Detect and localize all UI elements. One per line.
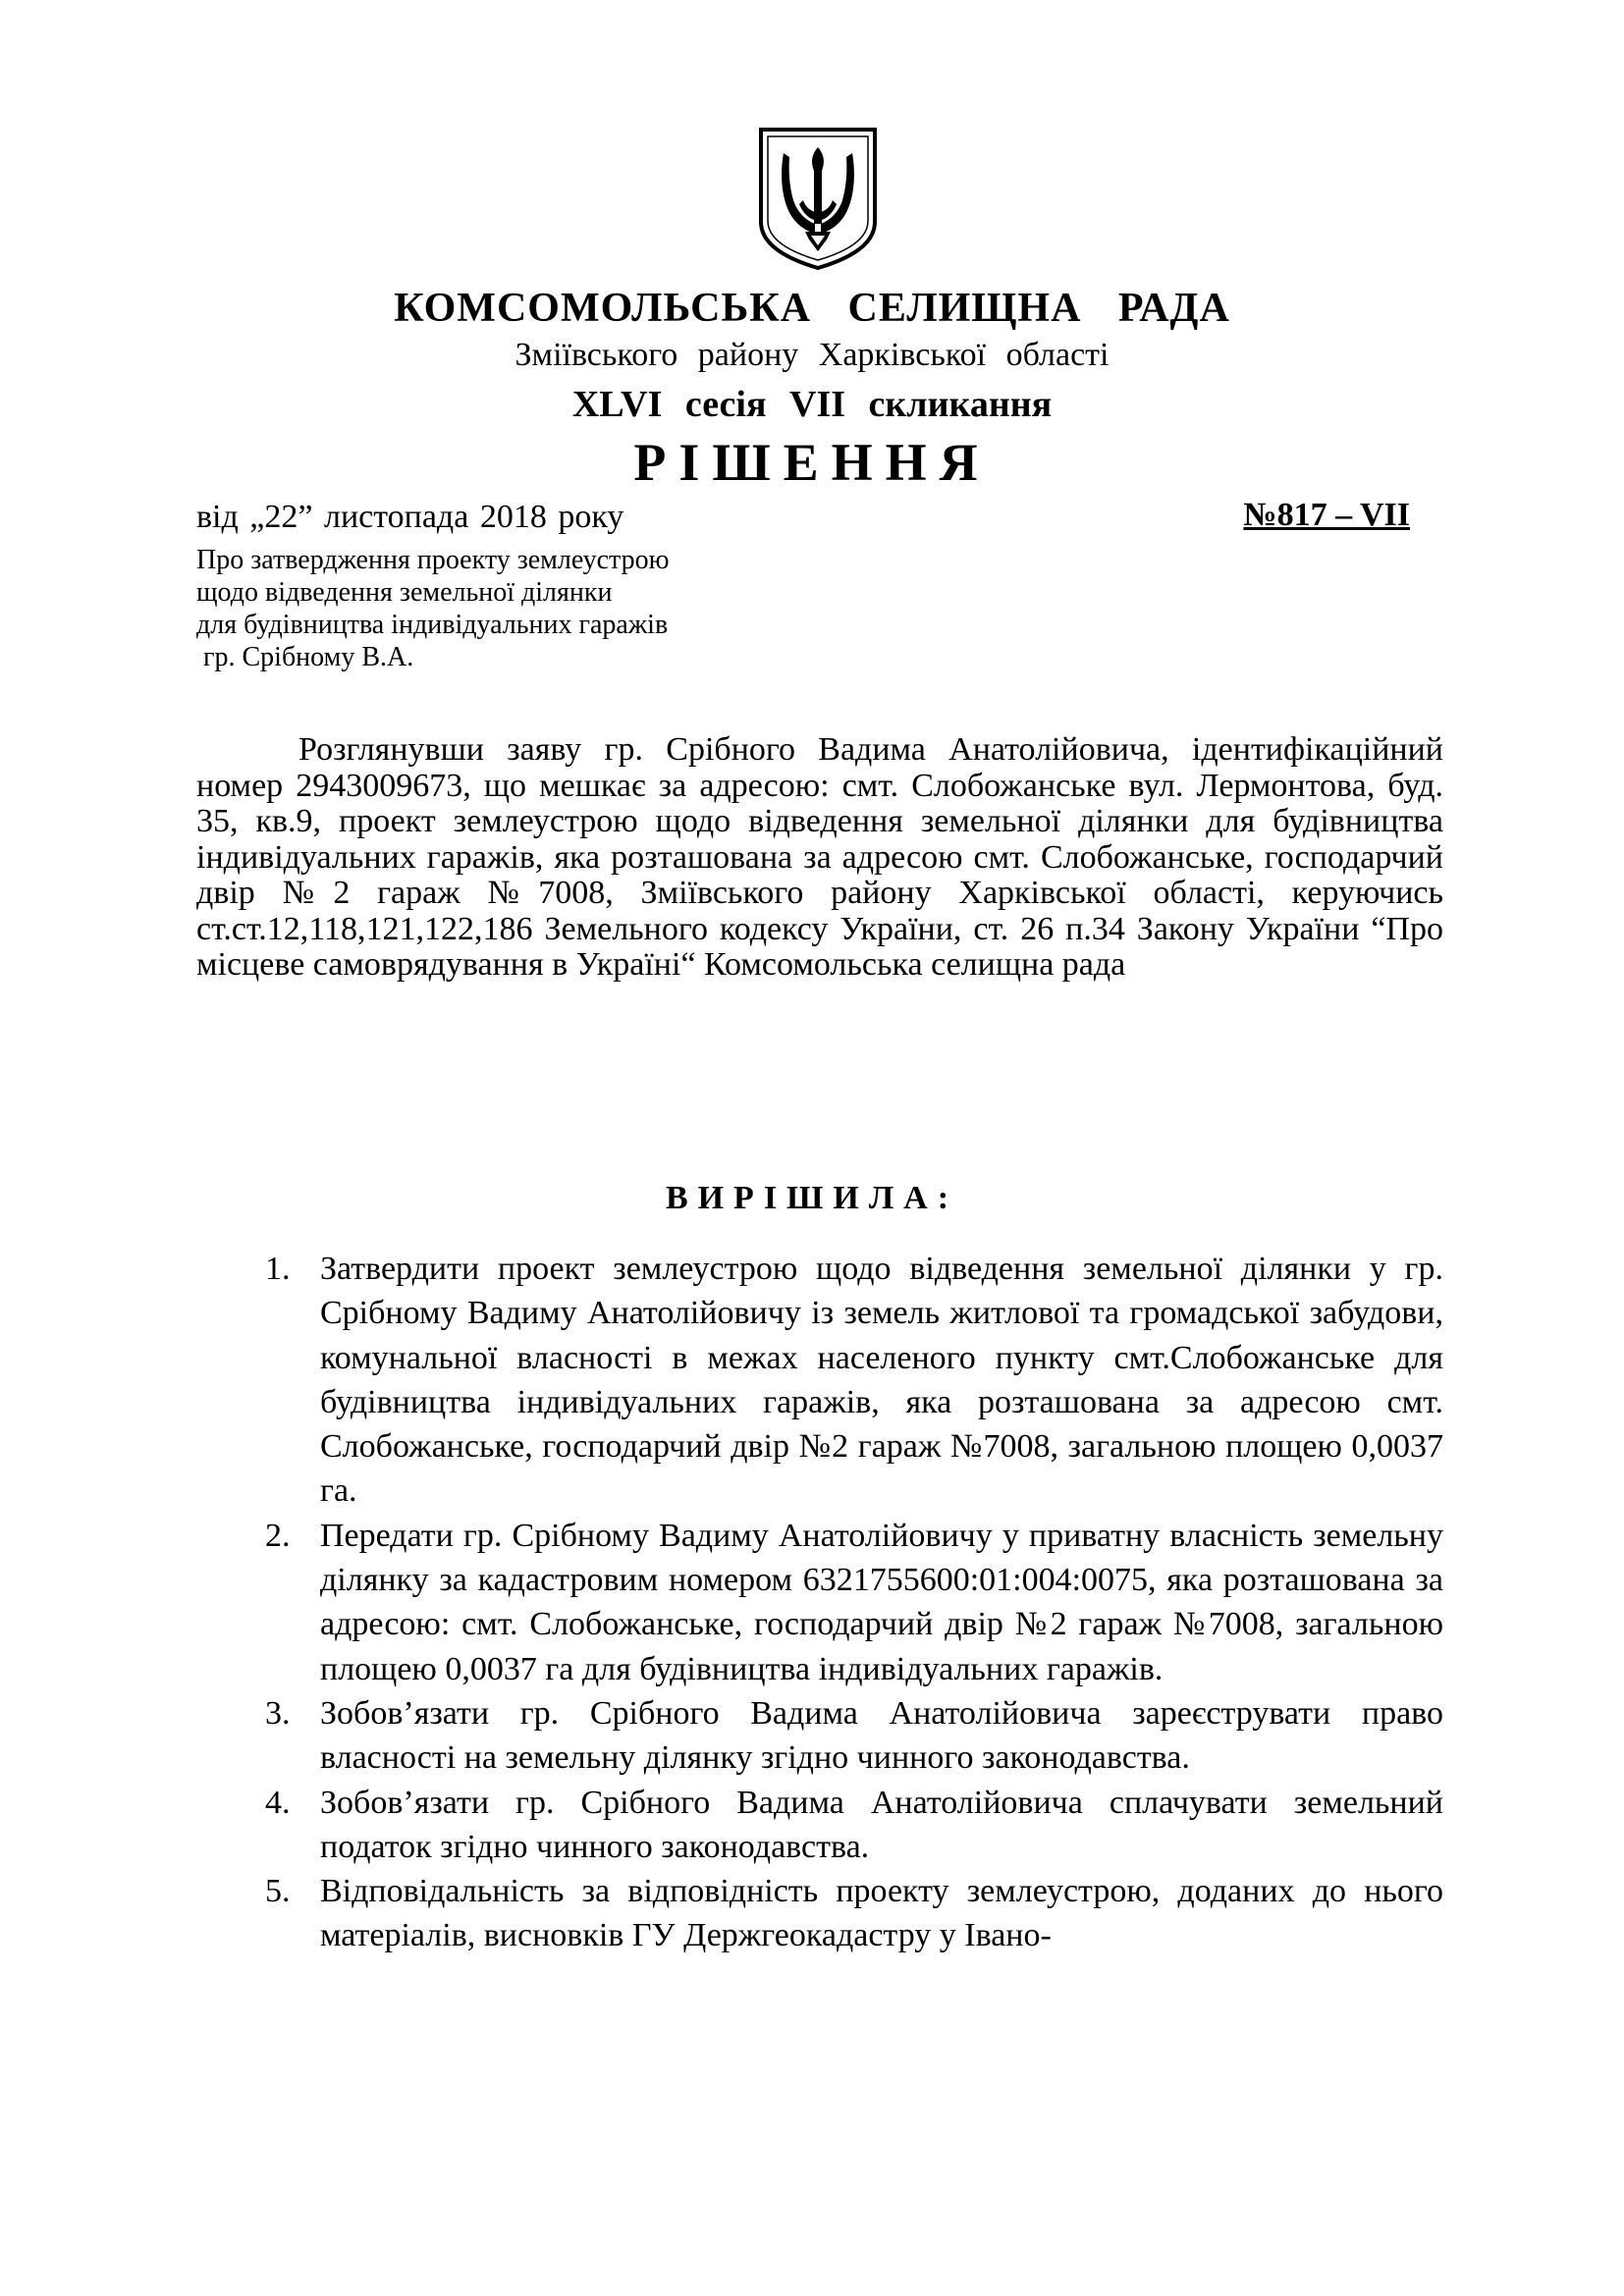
document-title: РІШЕННЯ <box>633 433 991 492</box>
decision-number-label: 5. <box>265 1873 291 1910</box>
subject-line: щодо відведення земельної ділянки <box>196 577 613 608</box>
decision-text: Відповідальність за відповідність проекту землеустрою, доданих до нього матеріалів, висновків ГУ Держгеокадастру у Івано- <box>320 1873 1443 1954</box>
session-line: XLVI сесія VII скликання <box>571 384 1053 425</box>
decision-text: Зобов’язати гр. Срібного Вадима Анатолійовича сплачувати земельний податок згідно чинного законодавства. <box>320 1784 1443 1865</box>
subject-line: Про затвердження проекту землеустрою <box>196 545 670 575</box>
decision-number-label: 3. <box>265 1694 291 1732</box>
decision-number-label: 4. <box>265 1784 291 1821</box>
decision-text: Зобов’язати гр. Срібного Вадима Анатолійовича зареєструвати право власності на земельну ділянку згідно чинного законодавства. <box>320 1694 1443 1777</box>
decision-number: №817 – VII <box>1243 497 1410 533</box>
decision-item <box>265 1869 1443 1958</box>
preamble-paragraph: Розглянувши заяву гр. Срібного Вадима Анатолійовича, ідентифікаційний номер 2943009673, що мешкає за адресою: смт. Слобожанське вул. Лермонтова, буд. 35, кв.9, проект землеустрою щодо відведення земельної ділянки для будівництва індивідуальних гаражів, яка розташована за адресою смт. Слобожанське, господарчий двір №2 гараж №7008, Зміївського району Харківської області, керуючись ст.ст.12,118,121,122,186 Земельного кодексу України, ст. 26 п.34 Закону України “Про місцеве самоврядування в Україні“ Комсомольська селищна рада <box>196 731 1443 983</box>
organization-name: КОМСОМОЛЬСЬКА СЕЛИЩНА РАДА <box>394 286 1230 331</box>
subject-line: для будівництва індивідуальних гаражів <box>196 610 669 640</box>
decisions-list <box>265 1247 1443 1958</box>
decision-item <box>265 1514 1443 1691</box>
decision-text: Затвердити проект землеустрою щодо відведення земельної ділянки у гр. Срібному Вадиму Анатолійовичу із земель житлової та громадської забудови, комунальної власності в межах населеного пункту смт.Слобожанське для будівництва індивідуальних гаражів, яка розташована за адресою смт. Слобожанське, господарчий двір №2 гараж №7008, загальною площею 0,0037 га. <box>320 1251 1443 1510</box>
decision-date: від „22” листопада 2018 року <box>196 499 624 535</box>
decision-number-label: 1. <box>265 1251 291 1287</box>
coat-of-arms-icon <box>756 126 880 271</box>
subject-line: гр. Срібному В.А. <box>196 642 414 672</box>
decision-subject <box>196 544 670 673</box>
decision-item <box>265 1247 1443 1514</box>
district-line: Зміївського району Харківської області <box>514 337 1110 373</box>
decision-item <box>265 1691 1443 1781</box>
decided-heading: ВИРІШИЛА: <box>665 1180 959 1216</box>
decision-text: Передати гр. Срібному Вадиму Анатолійовичу у приватну власність земельну ділянку за кадастровим номером 6321755600:01:004:0075, яка розташована за адресою: смт. Слобожанське, господарчий двір №2 гараж №7008, загальною площею 0,0037 га для будівництва індивідуальних гаражів. <box>320 1517 1443 1687</box>
decision-number-label: 2. <box>265 1517 291 1554</box>
decision-item <box>265 1781 1443 1870</box>
